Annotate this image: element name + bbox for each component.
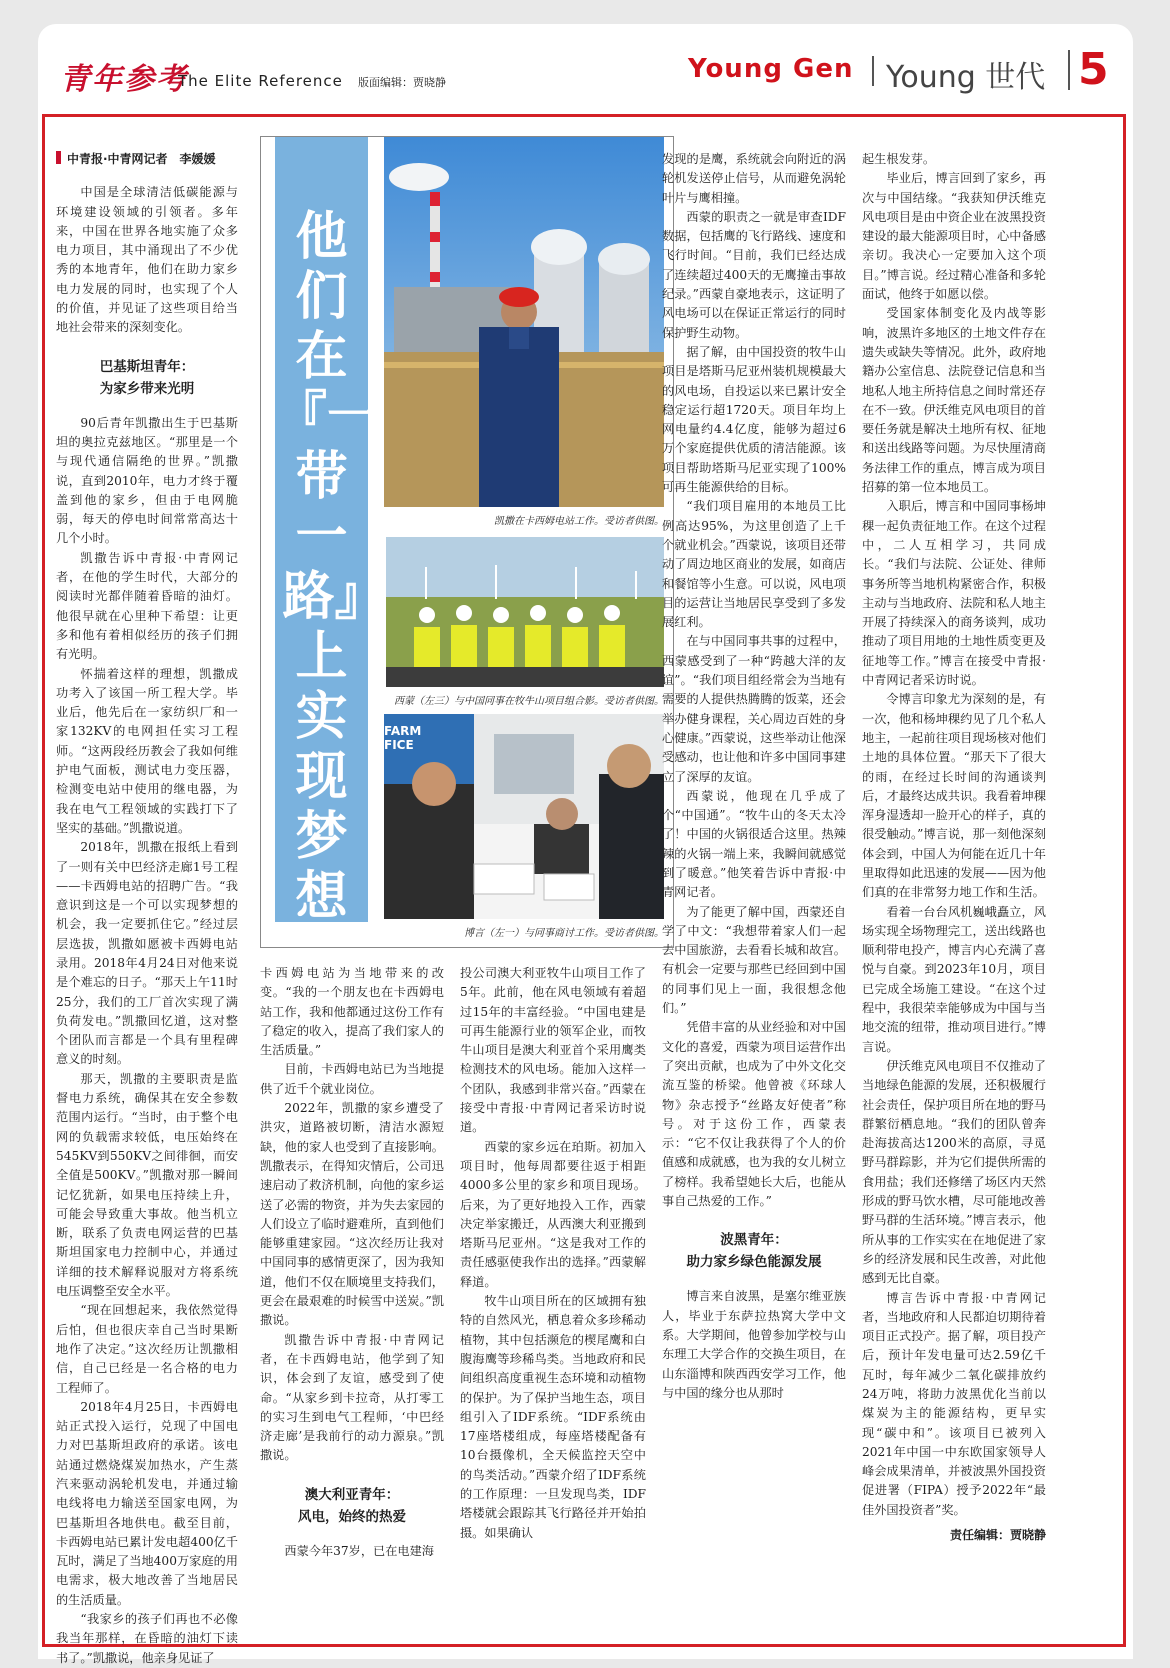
paragraph: 毕业后，博言回到了家乡，再次与中国结缘。“我获知伊沃维克风电项目是由中资企业在波黑投资建设的最大能源项目时，心中备感亲切。我决心一定要加入这个项目。”博言说。经过精心准备和多轮面试，他终于如愿以偿。: [862, 171, 1046, 302]
paragraph: 受国家体制变化及内战等影响，波黑许多地区的土地文件存在遗失或缺失等情况。此外，政府地籍办公室信息、法院登记信息和当地私人地主所持信息之间时常还存在不一致。伊沃维克风电项目的首要任务就是解决土地所有权、征地和送出线路等问题。为尽快厘清商务法律工作的重点，博言成为项目招募的第一位本地员工。: [862, 306, 1046, 495]
paragraph: 看着一台台风机巍峨矗立，风场实现全场物理完工，送出线路也顺利带电投产，博言内心充满了喜悦与自豪。到2023年10月，项目已完成全场施工建设。“在这个过程中，我很荣幸能够成为中国与当地交流的纽带，推动项目进行。”博言说。: [862, 904, 1046, 1054]
paragraph: 投公司澳大利亚牧牛山项目工作了5年。此前，他在风电领域有着超过15年的丰富经验。“中国电建是可再生能源行业的领军企业，而牧牛山项目是澳大利亚首个采用鹰类检测技术的风电场。能加入这样一个团队，我感到非常兴奋。”西蒙在接受中青报·中青网记者采访时说道。: [460, 966, 646, 1135]
photo-caption: 博言（左一）与同事商讨工作。受访者供图。: [464, 928, 664, 939]
paragraph: 怀揣着这样的理想，凯撒成功考入了该国一所工程大学。毕业后，他先后在一家纺织厂和一家132KV的电网担任实习工程师。“这两段经历教会了我如何维护电气面板，测试电力变压器，检测变电站中使用的继电器，为我在电气工程领域的实践打下了坚实的基础。”凯撒说道。: [56, 666, 238, 835]
column-4: [662, 150, 846, 1403]
section-name-en: Young Gen: [688, 54, 854, 84]
photo-caption: 凯撒在卡西姆电站工作。受访者供图。: [494, 516, 664, 527]
column-3: [460, 964, 646, 1543]
paragraph: 博言告诉中青报·中青网记者，当地政府和人民都迫切期待着项目正式投产。据了解，项目投产后，预计年发电量可达2.59亿千瓦时，每年减少二氧化碳排放约24万吨，将助力波黑优化当前以煤炭为主的能源结构，更早实现“碳中和”。该项目已被列入2021年中国一中东欧国家领导人峰会成果清单，并被波黑外国投资促进署（FIPA）授予2022年“最佳外国投资者”奖。: [862, 1290, 1046, 1517]
paragraph: “我们项目雇用的本地员工比例高达95%，为这里创造了上千个就业机会。”西蒙说，该项目还带动了周边地区商业的发展，如商店和餐馆等小生意。可以说，风电项目的运营让当地居民享受到了多发展红利。: [662, 499, 846, 630]
photo-wind-farm-team: [386, 537, 664, 687]
paragraph: 为了能更了解中国，西蒙还自学了中文：“我想带着家人们一起去中国旅游，去看看长城和故宫。有机会一定要与那些已经回到中国的同事们见上一面，我很想念他们。”: [662, 904, 846, 1016]
paragraph: 令博言印象尤为深刻的是，有一次，他和杨坤稞约见了几个私人地主，一起前往项目现场核对他们土地的具体位置。“那天下了很大的雨，在经过长时间的沟通谈判后，才最终达成共识。我看着坤稞浑身湿透却一脸开心的样子，真的很受触动。”博言说，那一刻他深刻体会到，中国人为何能在近几十年里取得如此迅速的发展——因为他们真的在非常努力地工作和生活。: [862, 692, 1046, 900]
byline: 中青报·中青网记者 李媛媛: [56, 150, 238, 169]
paragraph: 那天，凯撒的主要职责是监督电力系统，确保其在安全参数范围内运行。“当时，由于整个电网的负载需求较低，电压始终在545KV到550KV之间徘徊，而安全值是500KV。”凯撒对那一瞬间记忆犹新，如果电压持续上升，可能会导致重大事故。他当机立断，联系了负责电网运营的巴基斯坦国家电力控制中心，并通过详细的技术解释说服对方将系统电压调整至安全水平。: [56, 1071, 238, 1299]
paragraph: “我家乡的孩子们再也不必像我当年那样，在昏暗的油灯下读书了。”凯撒说，他亲身见证了: [56, 1612, 238, 1665]
paragraph: 牧牛山项目所在的区域拥有独特的自然风光，栖息着众多珍稀动植物，其中包括濒危的楔尾鹰和白腹海鹰等珍稀鸟类。当地政府和民间组织高度重视生态环境和动植物的保护。为了保护当地生态，项目组引入了IDF系统。“IDF系统由17座塔楼组成，每座塔楼配备有10台摄像机，全天候监控天空中的鸟类活动。”西蒙介绍了IDF系统的工作原理：一旦发现鸟类，IDF塔楼就会跟踪其飞行路径并开始拍摄。如果确认: [460, 1294, 646, 1540]
section-name-cn: Young 世代: [886, 60, 1046, 95]
column-5: [862, 150, 1046, 1545]
paragraph: 2022年，凯撒的家乡遭受了洪灾，道路被切断，清洁水源短缺，他的家人也受到了直接影响。凯撒表示，在得知灾情后，公司迅速启动了救济机制，向他的家乡运送了必需的物资，并为失去家园的人们设立了临时避难所，直到他们能够重建家园。“这次经历让我对中国同事的感情更深了，因为我知道，他们不仅在顺境里支持我们，更会在最艰难的时候雪中送炭。”凯撒说。: [260, 1101, 444, 1328]
headline: 他们在『一带一路』上实现梦想: [275, 207, 380, 927]
paragraph: “现在回想起来，我依然觉得后怕，但也很庆幸自己当时果断地作了决定。”这次经历让凯撒相信，自己已经是一名合格的电力工程师了。: [56, 1303, 238, 1395]
office-sign-text: FARM FICE: [384, 724, 422, 752]
newspaper-page: [38, 24, 1133, 1665]
page-number: 5: [1078, 44, 1109, 95]
paragraph: 西蒙的家乡远在珀斯。初加入项目时，他每周都要往返于相距4000多公里的家乡和项目现场。后来，为了更好地投入工作，西蒙决定举家搬迁，从西澳大利亚搬到塔斯马尼亚州。“这是我对工作的责任感驱使我作出的选择。”西蒙解释道。: [460, 1139, 646, 1289]
paragraph: 西蒙今年37岁，已在电建海: [284, 1543, 434, 1558]
masthead: [38, 24, 1133, 114]
headline-bar: [275, 137, 380, 927]
column-1: [56, 150, 238, 1668]
paragraph: 2018年，凯撒在报纸上看到了一则有关中巴经济走廊1号工程——卡西姆电站的招聘广告。“我意识到这是一个可以实现梦想的机会，我一定要抓住它。”经过层层选拔，凯撒如愿被卡西姆电站录用。2018年4月24日对他来说是个难忘的日子。“那天上午11时25分，我们的工厂首次实现了满负荷发电。”凯撒回忆道，这对整个团队而言都是一个具有里程碑意义的时刻。: [56, 840, 238, 1067]
newspaper-logo: 青年参考: [60, 62, 188, 97]
page-editor: 版面编辑：贾晓静: [358, 76, 446, 89]
column-2: [260, 964, 444, 1561]
paragraph: 卡西姆电站为当地带来的改变。“我的一个朋友也在卡西姆电站工作，我和他都通过这份工作有了稳定的收入，提高了我们家人的生活质量。”: [260, 966, 444, 1058]
photo-power-plant: [384, 137, 664, 507]
paragraph: 凯撒告诉中青报·中青网记者，在卡西姆电站，他学到了知识，体会到了友谊，感受到了使命。“从家乡到卡拉奇，从打零工的实习生到电气工程师，‘中巴经济走廊’是我前行的动力源泉。”凯撒说。: [260, 1332, 444, 1463]
subheading: 巴基斯坦青年： 为家乡带来光明: [99, 358, 195, 397]
paragraph: 西蒙的职责之一就是审查IDF数据，包括鹰的飞行路线、速度和飞行时间。“目前，我们已经达成了连续超过400天的无鹰撞击事故纪录。”西蒙自豪地表示，这证明了风电场可以在保证正常运行的同时保护野生动物。: [662, 209, 846, 340]
newspaper-subtitle: The Elite Reference: [178, 72, 343, 90]
paragraph: 凭借丰富的从业经验和对中国文化的喜爱，西蒙为项目运营作出了突出贡献，也成为了中外文化交流互鉴的桥梁。他曾被《环球人物》杂志授予“丝路友好使者”称号。对于这份工作，西蒙表示：“它不仅让我获得了个人的价值感和成就感，也为我的女儿树立了榜样。我希望她长大后，也能从事自己热爱的工作。”: [662, 1020, 846, 1209]
paragraph: 2018年4月25日，卡西姆电站正式投入运行，兑现了中国电力对巴基斯坦政府的承诺。该电站通过燃烧煤炭加热水，产生蒸汽来驱动涡轮机发电，并通过输电线将电力输送至国家电网，为巴基斯坦各地供电。截至目前，卡西姆电站已累计发电超400亿千瓦时，满足了当地400万家庭的用电需求，极大地改善了当地居民的生活质量。: [56, 1399, 238, 1607]
paragraph: 在与中国同事共事的过程中，西蒙感受到了一种“跨越大洋的友谊”。“我们项目组经常会为当地有需要的人提供热腾腾的饭菜，还会举办健身课程，关心周边百姓的身心健康。”西蒙说，这些举动让他深受感动，也让他和许多中国同事建立了深厚的友谊。: [662, 634, 846, 784]
paragraph: 90后青年凯撒出生于巴基斯坦的奥拉克兹地区。“那里是一个与现代通信隔绝的世界。”凯撒说，直到2010年，电力才终于覆盖到他的家乡，但由于电网脆弱，每天的停电时间常常高达十几个小时。: [56, 415, 238, 546]
paragraph: 伊沃维克风电项目不仅推动了当地绿色能源的发展，还积极履行社会责任，保护项目所在地的野马群繁衍栖息地。“我们的团队曾奔赴海拔高达1200米的高原，寻觅野马群踪影，并为它们提供所需的食用盐；我们还修缮了场区内天然形成的野马饮水槽，尽可能地改善野马群的生活环境。”博言表示，他所从事的工作实实在在地促进了家乡的经济发展和民生改善，对此他感到无比自豪。: [862, 1058, 1046, 1286]
paragraph: 入职后，博言和中国同事杨坤稞一起负责征地工作。在这个过程中，二人互相学习，共同成长。“我们与法院、公证处、律师事务所等当地机构紧密合作，积极主动与当地政府、法院和私人地主开展了持续深入的商务谈判，成功推动了项目用地的土地性质变更及征地等工作。”博言在接受中青报·中青网记者采访时说。: [862, 499, 1046, 688]
paragraph: 起生根发芽。: [862, 152, 936, 166]
paragraph: 西蒙说，他现在几乎成了个“中国通”。“牧牛山的冬天太冷了！中国的火锅很适合这里。热辣辣的火锅一端上来，我瞬间就感觉到了暖意。”他笑着告诉中青报·中青网记者。: [662, 788, 846, 900]
paragraph: 据了解，由中国投资的牧牛山项目是塔斯马尼亚州装机规模最大的风电场，自投运以来已累计安全稳定运行超1720天。项目年均上网电量约4.4亿度，能够为超过6万个家庭提供优质的清洁能源。该项目帮助塔斯马尼亚实现了100%可再生能源供给的目标。: [662, 344, 846, 495]
paragraph: 中国是全球清洁低碳能源与环境建设领域的引领者。多年来，中国在世界各地实施了众多电力项目，其中涌现出了不少优秀的本地青年，他们在助力家乡电力发展的同时，也实现了个人的价值，并见证了这些项目给当地社会带来的深刻变化。: [56, 185, 238, 335]
paragraph: 目前，卡西姆电站已为当地提供了近千个就业岗位。: [260, 1062, 444, 1096]
divider: [1068, 50, 1070, 90]
subheading: 澳大利亚青年： 风电，始终的热爱: [298, 1486, 406, 1525]
photo-caption: 西蒙（左三）与中国同事在牧牛山项目组合影。受访者供图。: [394, 696, 664, 707]
subheading: 波黑青年： 助力家乡绿色能源发展: [686, 1232, 822, 1271]
paragraph: 凯撒告诉中青报·中青网记者，在他的学生时代，大部分的阅读时光都伴随着昏暗的油灯。他很早就在心里种下希望：让更多和他有着相似经历的孩子们拥有光明。: [56, 550, 238, 662]
divider: [872, 56, 874, 86]
paragraph: 发现的是鹰，系统就会向附近的涡轮机发送停止信号，从而避免涡轮叶片与鹰相撞。: [662, 152, 846, 205]
paragraph: 博言来自波黑，是塞尔维亚族人，毕业于东萨拉热窝大学中文系。大学期间，他曾参加学校与山东理工大学合作的交换生项目，在山东淄博和陕西西安学习工作，他与中国的缘分也从那时: [662, 1289, 846, 1400]
responsible-editor: 责任编辑：贾晓静: [949, 1528, 1046, 1543]
